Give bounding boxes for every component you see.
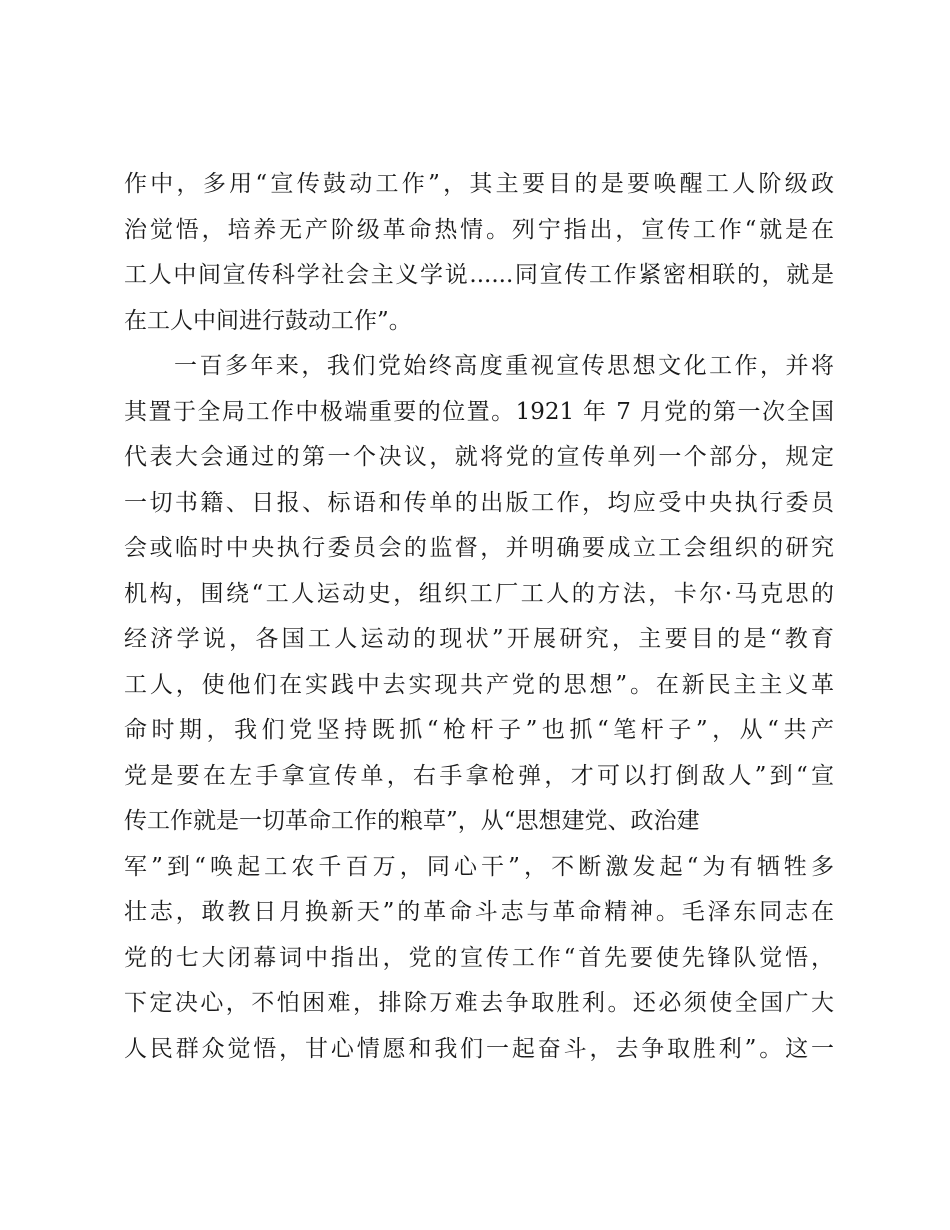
paragraph-line: 机构，围绕“工人运动史，组织工厂工人的方法，卡尔·马克思的 [124,580,834,607]
paragraph-line: 一切书籍、日报、标语和传单的出版工作，均应受中央执行委员 [124,489,834,516]
paragraph-line: 党的七大闭幕词中指出，党的宣传工作“首先要使先锋队觉悟， [124,944,834,971]
paragraph-line: 会或临时中央执行委员会的监督，并明确要成立工会组织的研究 [124,535,834,561]
paragraph-2 [124,344,834,1072]
paragraph-line: 作中，多用“宣传鼓动工作”，其主要目的是要唤醒工人阶级政 [124,171,834,197]
paragraph-line: 党是要在左手拿宣传单，右手拿枪弹，才可以打倒敌人”到“宣 [124,762,834,789]
paragraph-line: 其置于全局工作中极端重要的位置。1921 年 7 月党的第一次全国 [124,398,834,425]
paragraph-line: 命时期，我们党坚持既抓“枪杆子”也抓“笔杆子”，从“共产 [124,717,834,743]
paragraph-line: 军”到“唤起工农千百万，同心干”，不断激发起“为有牺牲多 [124,853,834,880]
paragraph-line: 一百多年来，我们党始终高度重视宣传思想文化工作，并将 [174,353,834,379]
paragraph-line: 工人中间宣传科学社会主义学说......同宣传工作紧密相联的，就是 [124,262,834,288]
paragraph-1 [124,162,834,344]
paragraph-line: 代表大会通过的第一个决议，就将党的宣传单列一个部分，规定 [124,444,834,470]
paragraph-line: 壮志，敢教日月换新天”的革命斗志与革命精神。毛泽东同志在 [124,899,834,925]
paragraph-line: 经济学说，各国工人运动的现状”开展研究，主要目的是“教育 [124,626,834,652]
paragraph-line: 下定决心，不怕困难，排除万难去争取胜利。还必须使全国广大 [124,990,834,1016]
paragraph-line: 传工作就是一切革命工作的粮草”，从“思想建党、政治建 [124,808,700,834]
paragraph-line: 人民群众觉悟，甘心情愿和我们一起奋斗，去争取胜利”。这一 [124,1035,834,1062]
document-body [124,162,834,1072]
paragraph-line: 治觉悟，培养无产阶级革命热情。列宁指出，宣传工作“就是在 [124,216,834,243]
paragraph-line: 工人，使他们在实践中去实现共产党的思想”。在新民主主义革 [124,671,834,698]
paragraph-line: 在工人中间进行鼓动工作”。 [124,307,412,334]
